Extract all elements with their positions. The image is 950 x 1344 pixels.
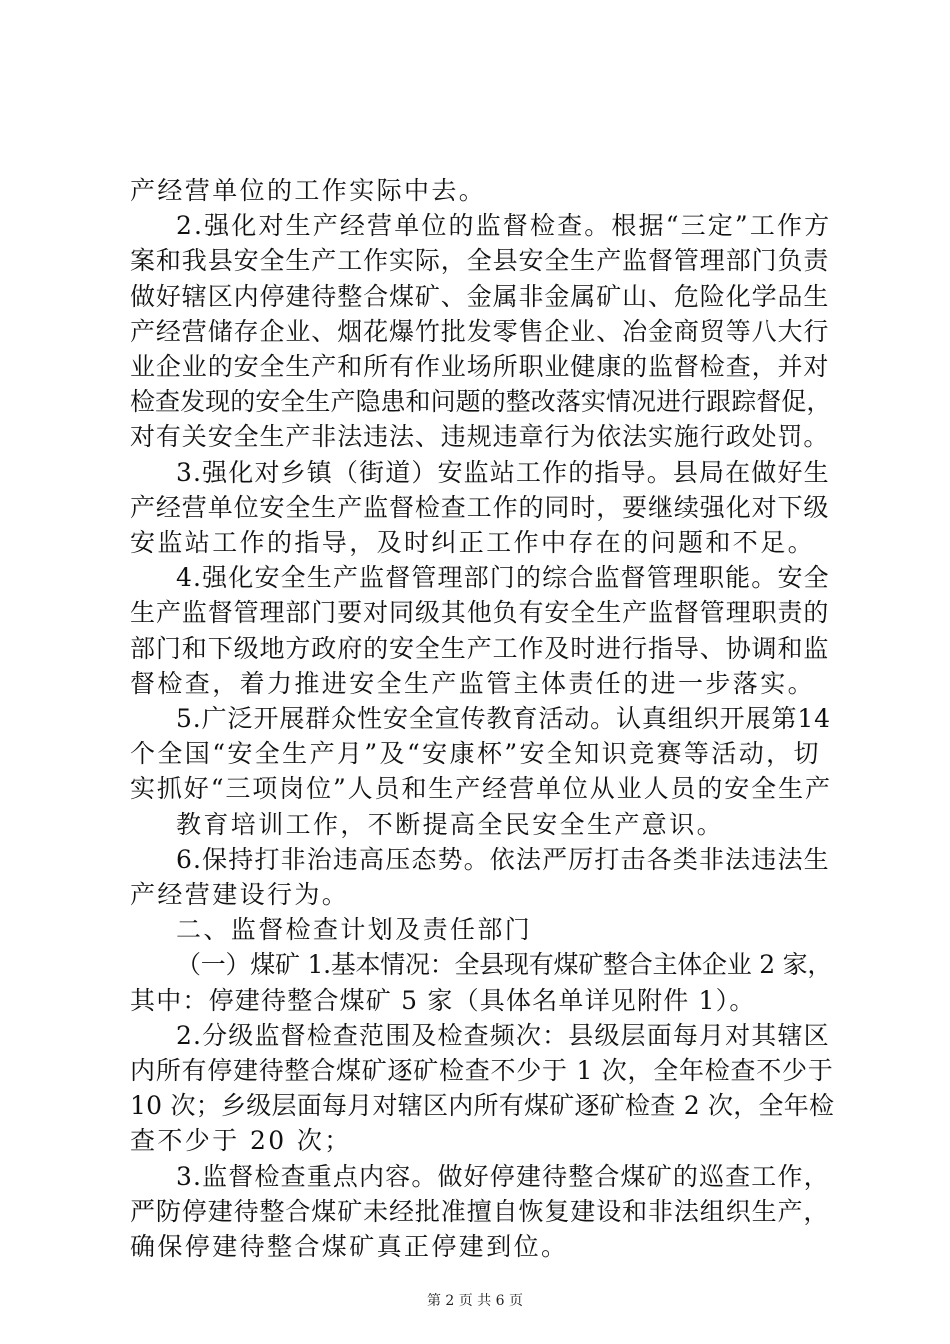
text-line: 检查发现的安全生产隐患和问题的整改落实情况进行跟踪督促， [130, 387, 832, 416]
text-line: 生产监督管理部门要对同级其他负有安全生产监督管理职责的 [130, 598, 830, 627]
text-line: 确保停建待整合煤矿真正停建到位。 [130, 1232, 569, 1261]
text-line: 安监站工作的指导，及时纠正工作中存在的问题和不足。 [130, 528, 816, 557]
text-line: 督检查，着力推进安全生产监管主体责任的进一步落实。 [130, 669, 816, 698]
text-line: 产经营单位安全生产监督检查工作的同时，要继续强化对下级 [130, 493, 830, 522]
text-line: 部门和下级地方政府的安全生产工作及时进行指导、协调和监 [130, 634, 830, 663]
text-line: 6.保持打非治违高压态势。依法严厉打击各类非法违法生 [176, 845, 830, 874]
page-number-footer: 第 2 页 共 6 页 [426, 1293, 524, 1309]
text-line: 教育培训工作，不断提高全民安全生产意识。 [176, 810, 725, 839]
text-line: 2.强化对生产经营单位的监督检查。根据“三定”工作方 [176, 211, 832, 240]
text-line: 3.监督检查重点内容。做好停建待整合煤矿的巡查工作， [176, 1162, 830, 1191]
text-line: 产经营单位的工作实际中去。 [130, 176, 487, 205]
text-line: 对有关安全生产非法违法、违规违章行为依法实施行政处罚。 [130, 422, 830, 451]
text-line: 严防停建待整合煤矿未经批准擅自恢复建设和非法组织生产， [130, 1197, 830, 1226]
text-line: 产经营建设行为。 [130, 880, 350, 909]
text-line: （一）煤矿 1.基本情况：全县现有煤矿整合主体企业 2 家， [176, 950, 833, 979]
text-line: 3.强化对乡镇（街道）安监站工作的指导。县局在做好生 [176, 458, 830, 487]
text-line: 做好辖区内停建待整合煤矿、金属非金属矿山、危险化学品生 [130, 282, 830, 311]
text-line: 其中：停建待整合煤矿 5 家（具体名单详见附件 1）。 [130, 986, 756, 1015]
text-line: 案和我县安全生产工作实际，全县安全生产监督管理部门负责 [130, 246, 830, 275]
text-line: 5.广泛开展群众性安全宣传教育活动。认真组织开展第14 [176, 704, 831, 733]
text-line: 4.强化安全生产监督管理部门的综合监督管理职能。安全 [176, 563, 830, 592]
text-line: 业企业的安全生产和所有作业场所职业健康的监督检查，并对 [130, 352, 830, 381]
text-line: 10 次；乡级层面每月对辖区内所有煤矿逐矿检查 2 次，全年检 [130, 1091, 835, 1120]
text-line: 个全国“安全生产月”及“安康杯”安全知识竞赛等活动，切 [130, 739, 821, 768]
text-line: 产经营储存企业、烟花爆竹批发零售企业、冶金商贸等八大行 [130, 317, 830, 346]
text-line: 2.分级监督检查范围及检查频次：县级层面每月对其辖区 [176, 1021, 830, 1050]
text-line: 查不少于 20 次； [130, 1126, 352, 1155]
text-line: 实抓好“三项岗位”人员和生产经营单位从业人员的安全生产 [130, 774, 832, 803]
text-line: 内所有停建待整合煤矿逐矿检查不少于 1 次，全年检查不少于 [130, 1056, 834, 1085]
section-heading: 二、监督检查计划及责任部门 [176, 915, 533, 944]
